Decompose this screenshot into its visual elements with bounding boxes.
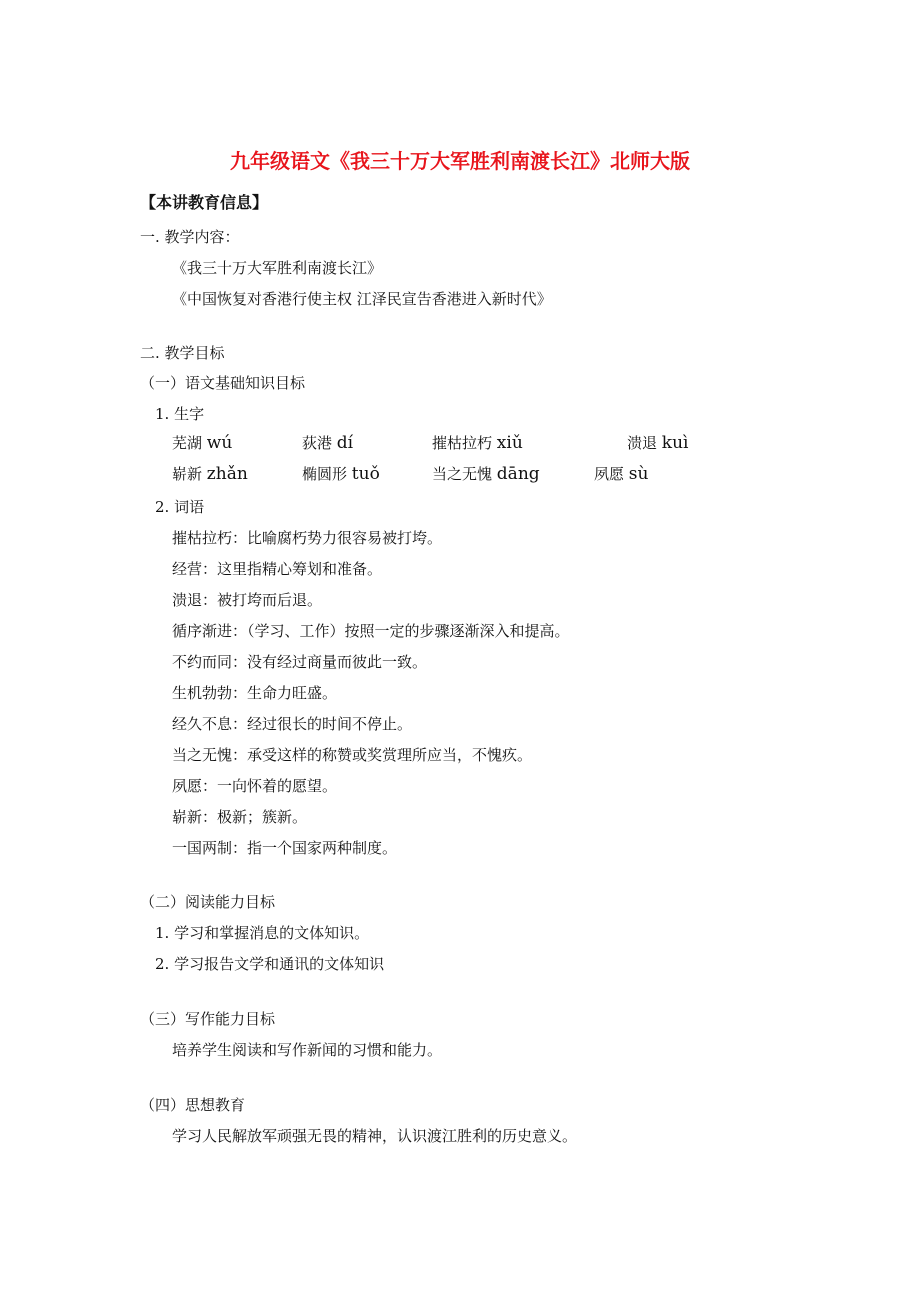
part2-heading: 二. 教学目标: [140, 344, 225, 362]
sub3-heading: （三）写作能力目标: [140, 1010, 276, 1028]
word-definition: 不约而同：没有经过商量而彼此一致。: [172, 653, 428, 671]
word-definition: 经营：这里指精心筹划和准备。: [172, 560, 383, 578]
section-heading: 【本讲教育信息】: [140, 193, 269, 212]
char-entry: [302, 433, 353, 453]
char-entry: [432, 464, 540, 484]
char-pinyin: sù: [628, 464, 649, 484]
sub4-heading: （四）思想教育: [140, 1096, 246, 1114]
part1-heading: 一. 教学内容：: [140, 228, 240, 246]
sub2-heading: （二）阅读能力目标: [140, 893, 276, 911]
content-item: 《中国恢复对香港行使主权 江泽民宣告香港进入新时代》: [172, 290, 552, 308]
chars-heading: 1. 生字: [155, 405, 205, 423]
word-definition: 当之无愧：承受这样的称赞或奖赏理所应当，不愧疚。: [172, 746, 533, 764]
char-word: 溃退: [627, 434, 658, 452]
char-word: 当之无愧: [432, 465, 493, 483]
sub1-heading: （一）语文基础知识目标: [140, 374, 306, 392]
char-pinyin: dāng: [496, 464, 540, 484]
char-word: 椭圆形: [302, 465, 348, 483]
char-pinyin: xiǔ: [496, 433, 523, 453]
ideology-goal: 学习人民解放军顽强无畏的精神，认识渡江胜利的历史意义。: [172, 1127, 578, 1145]
word-definition: 摧枯拉朽：比喻腐朽势力很容易被打垮。: [172, 529, 443, 547]
char-word: 荻港: [302, 434, 333, 452]
char-word: 芜湖: [172, 434, 203, 452]
word-definition: 一国两制：指一个国家两种制度。: [172, 839, 398, 857]
char-word: 崭新: [172, 465, 203, 483]
char-entry: [627, 433, 688, 453]
char-word: 摧枯拉朽: [432, 434, 493, 452]
char-entry: [594, 464, 648, 484]
word-definition: 经久不息：经过很长的时间不停止。: [172, 715, 413, 733]
char-pinyin: zhǎn: [206, 464, 248, 484]
word-definition: 夙愿：一向怀着的愿望。: [172, 777, 338, 795]
word-definition: 崭新：极新；簇新。: [172, 808, 308, 826]
word-definition: 循序渐进：（学习、工作）按照一定的步骤逐渐深入和提高。: [172, 622, 570, 640]
char-word: 夙愿: [594, 465, 625, 483]
writing-goal: 培养学生阅读和写作新闻的习惯和能力。: [172, 1041, 443, 1059]
char-pinyin: wú: [206, 433, 233, 453]
char-entry: [432, 433, 523, 453]
content-item: 《我三十万大军胜利南渡长江》: [172, 259, 383, 277]
words-heading: 2. 词语: [155, 498, 205, 516]
char-pinyin: kuì: [661, 433, 689, 453]
char-entry: [172, 433, 232, 453]
char-entry: [302, 464, 380, 484]
reading-goal: 1. 学习和掌握消息的文体知识。: [155, 924, 370, 942]
word-definition: 溃退：被打垮而后退。: [172, 591, 323, 609]
reading-goal: 2. 学习报告文学和通讯的文体知识: [155, 955, 385, 973]
document-title: 九年级语文《我三十万大军胜利南渡长江》北师大版: [230, 149, 690, 173]
word-definition: 生机勃勃：生命力旺盛。: [172, 684, 338, 702]
char-pinyin: tuǒ: [351, 464, 380, 484]
char-entry: [172, 464, 248, 484]
char-pinyin: dí: [336, 433, 354, 453]
